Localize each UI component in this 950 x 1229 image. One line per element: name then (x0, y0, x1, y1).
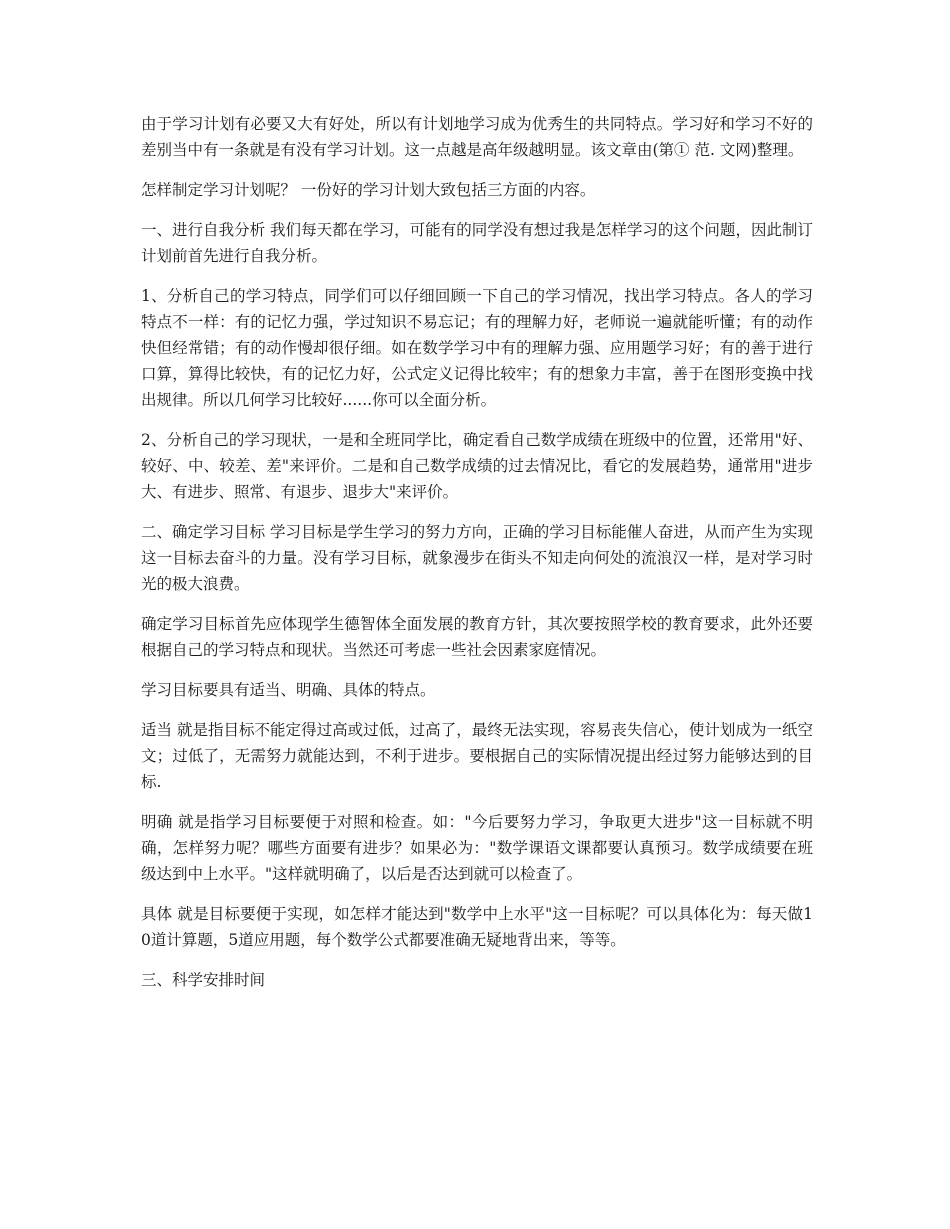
document-page (141, 111, 813, 1007)
paragraph-question: 怎样制定学习计划呢？ 一份好的学习计划大致包括三方面的内容。 (141, 181, 596, 199)
paragraph-intro: 由于学习计划有必要又大有好处，所以有计划地学习成为优秀生的共同特点。学习好和学习不好的差别当中有一条就是有没有学习计划。这一点越是高年级越明显。该文章由(第① 范. 文网)整理。 (141, 115, 813, 159)
paragraph-appropriate: 适当 就是指目标不能定得过高或过低，过高了，最终无法实现，容易丧失信心，使计划成为一纸空文；过低了，无需努力就能达到，不利于进步。要根据自己的实际情况提出经过努力能够达到的目标. (141, 721, 813, 791)
paragraph-goal-features: 学习目标要具有适当、明确、具体的特点。 (141, 681, 436, 699)
paragraph-clear: 明确 就是指学习目标要便于对照和检查。如："今后要努力学习，争取更大进步"这一目标就不明确，怎样努力呢？哪些方面要有进步？如果必为："数学课语文课都要认真预习。数学成绩要在班级达到中上水平。"这样就明确了，以后是否达到就可以检查了。 (141, 813, 813, 883)
paragraph-section-goals: 二、确定学习目标 学习目标是学生学习的努力方向，正确的学习目标能催人奋进，从而产生为实现这一目标去奋斗的力量。没有学习目标，就象漫步在街头不知走向何处的流浪汉一样，是对学习时光的极大浪费。 (141, 523, 813, 593)
paragraph-specific: 具体 就是目标要便于实现，如怎样才能达到"数学中上水平"这一目标呢？可以具体化为：每天做10道计算题，5道应用题，每个数学公式都要准确无疑地背出来，等等。 (141, 905, 813, 949)
paragraph-goal-principles: 确定学习目标首先应体现学生德智体全面发展的教育方针，其次要按照学校的教育要求，此外还要根据自己的学习特点和现状。当然还可考虑一些社会因素家庭情况。 (141, 615, 813, 659)
paragraph-learning-traits: 1、分析自己的学习特点，同学们可以仔细回顾一下自己的学习情况，找出学习特点。各人的学习特点不一样：有的记忆力强，学过知识不易忘记；有的理解力好，老师说一遍就能听懂；有的动作快但经常错；有的动作慢却很仔细。如在数学学习中有的理解力强、应用题学习好；有的善于进行口算，算得比较快，有的记忆力好，公式定义记得比较牢；有的想象力丰富，善于在图形变换中找出规律。所以几何学习比较好......你可以全面分析。 (141, 287, 813, 409)
paragraph-section-time: 三、科学安排时间 (141, 971, 266, 989)
paragraph-section-self-analysis: 一、进行自我分析 我们每天都在学习，可能有的同学没有想过我是怎样学习的这个问题，因此制订计划前首先进行自我分析。 (141, 221, 813, 265)
paragraph-learning-status: 2、分析自己的学习现状，一是和全班同学比，确定看自己数学成绩在班级中的位置，还常用"好、较好、中、较差、差"来评价。二是和自己数学成绩的过去情况比，看它的发展趋势，通常用"进步大、有进步、照常、有退步、退步大"来评价。 (141, 431, 813, 501)
